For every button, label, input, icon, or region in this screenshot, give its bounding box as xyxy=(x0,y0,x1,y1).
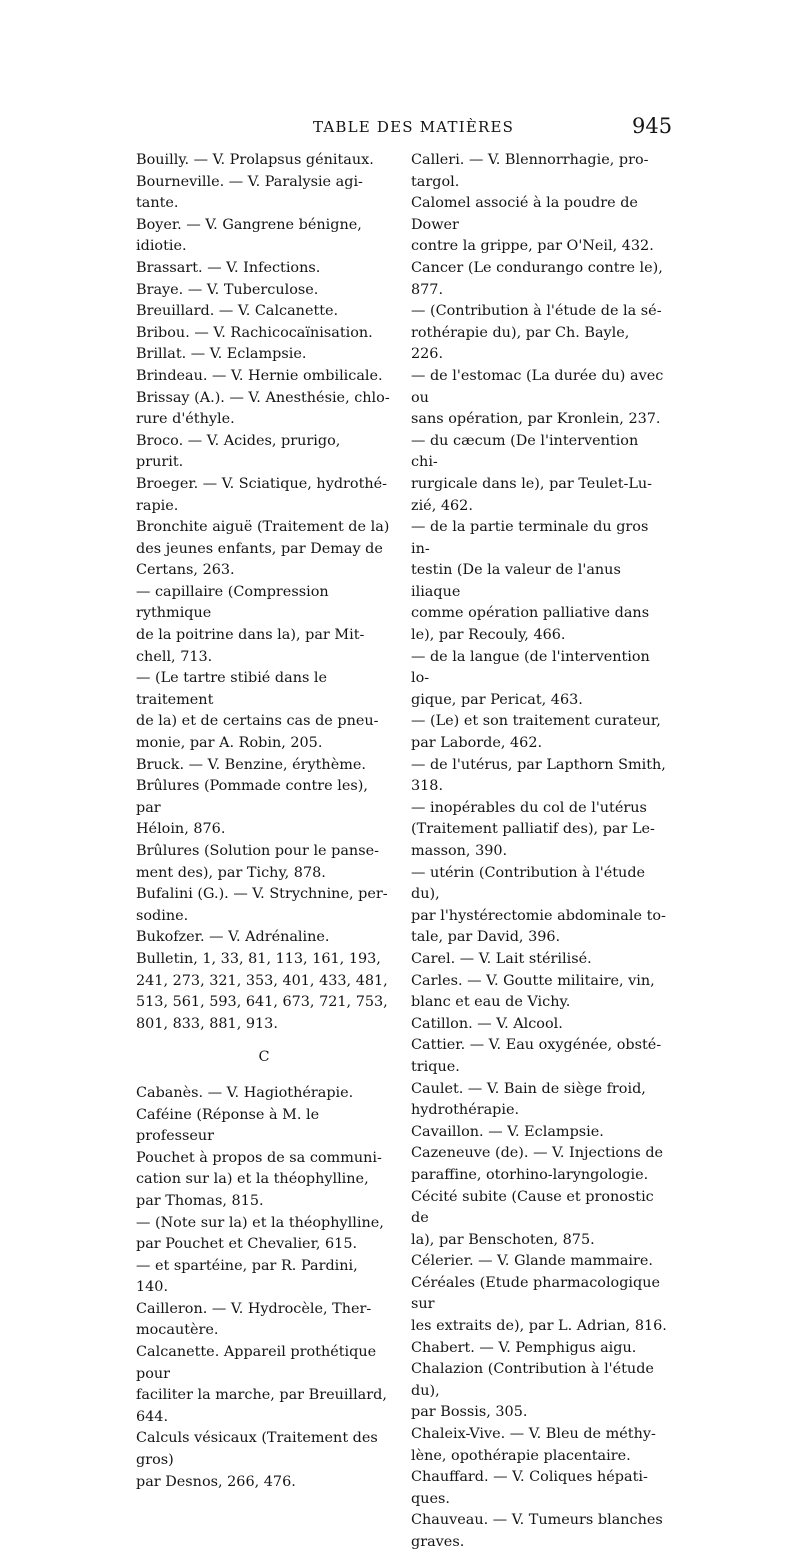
index-line: tale, par David, 396. xyxy=(411,929,561,946)
index-line: Brillat. — V. Eclampsie. xyxy=(136,346,307,363)
index-line: des jeunes enfants, par Demay de xyxy=(136,540,383,557)
index-line: gique, par Pericat, 463. xyxy=(411,691,583,708)
index-line: Broeger. — V. Sciatique, hydrothé- xyxy=(136,475,388,492)
index-line: — (Le) et son traitement curateur, xyxy=(411,713,661,730)
index-line: Chabert. — V. Pemphigus aigu. xyxy=(411,1339,637,1356)
index-line: par Thomas, 815. xyxy=(136,1192,264,1209)
index-line: Brissay (A.). — V. Anesthésie, chlo- xyxy=(136,389,390,406)
index-line: par Pouchet et Chevalier, 615. xyxy=(136,1236,358,1253)
index-line: Bufalini (G.). — V. Strychnine, per- xyxy=(136,886,388,903)
index-line: Célerier. — V. Glande mammaire. xyxy=(411,1253,653,1270)
index-line: Certans, 263. xyxy=(136,562,235,579)
index-entries-c-continued xyxy=(411,150,667,1554)
index-line: 226. xyxy=(411,346,444,363)
index-line: de la) et de certains cas de pneu- xyxy=(136,713,379,730)
index-line: chell, 713. xyxy=(136,648,213,665)
page-number: 945 xyxy=(632,114,673,138)
index-line: 644. xyxy=(136,1408,169,1425)
index-line: Cazeneuve (de). — V. Injections de xyxy=(411,1145,664,1162)
index-line: Cabanès. — V. Hagiothérapie. xyxy=(136,1084,354,1101)
index-line: 801, 833, 881, 913. xyxy=(136,1015,278,1032)
index-line: Carles. — V. Goutte militaire, vin, xyxy=(411,972,655,989)
index-line: contre la grippe, par O'Neil, 432. xyxy=(411,238,654,255)
index-line: Calculs vésicaux (Traitement des gros) xyxy=(136,1430,378,1469)
index-line: lène, opothérapie placentaire. xyxy=(411,1447,631,1464)
index-line: par Bossis, 305. xyxy=(411,1404,528,1421)
index-line: rurgicale dans le), par Teulet-Lu- xyxy=(411,475,653,492)
index-line: Cattier. — V. Eau oxygénée, obsté- xyxy=(411,1037,662,1054)
index-line: sans opération, par Kronlein, 237. xyxy=(411,411,661,428)
index-line: Catillon. — V. Alcool. xyxy=(411,1015,563,1032)
index-line: — et spartéine, par R. Pardini, 140. xyxy=(136,1257,358,1296)
index-line: monie, par A. Robin, 205. xyxy=(136,735,323,752)
index-line: Bourneville. — V. Paralysie agi- xyxy=(136,173,363,190)
index-line: hydrothérapie. xyxy=(411,1102,520,1119)
index-line: cation sur la) et la théophylline, xyxy=(136,1171,369,1188)
index-line: — capillaire (Compression rythmique xyxy=(136,583,329,622)
index-line: testin (De la valeur de l'anus iliaque xyxy=(411,562,621,600)
left-column xyxy=(136,150,392,1493)
index-line: Cancer (Le condurango contre le), xyxy=(411,259,663,276)
index-line: 318. xyxy=(411,778,444,795)
index-line: Chaleix-Vive. — V. Bleu de méthy- xyxy=(411,1426,656,1443)
index-line: paraffine, otorhino-laryngologie. xyxy=(411,1166,649,1183)
index-line: idiotie. xyxy=(136,238,187,255)
index-line: Bulletin, 1, 33, 81, 113, 161, 193, xyxy=(136,950,381,967)
index-line: Brindeau. — V. Hernie ombilicale. xyxy=(136,367,383,384)
index-line: mocautère. xyxy=(136,1322,219,1339)
index-line: Bronchite aiguë (Traitement de la) xyxy=(136,519,390,536)
index-line: — (Note sur la) et la théophylline, xyxy=(136,1214,384,1231)
index-line: Calcanette. Appareil prothétique pour xyxy=(136,1344,377,1382)
index-line: — de l'estomac (La durée du) avec ou xyxy=(411,367,664,406)
index-line: les extraits de), par L. Adrian, 816. xyxy=(411,1318,667,1335)
index-line: par Desnos, 266, 476. xyxy=(136,1473,296,1490)
index-line: Cailleron. — V. Hydrocèle, Ther- xyxy=(136,1300,372,1317)
index-line: — de la partie terminale du gros in- xyxy=(411,519,649,557)
index-line: Chalazion (Contribution à l'étude du), xyxy=(411,1361,654,1399)
index-line: Brûlures (Pommade contre les), par xyxy=(136,778,368,816)
running-title: TABLE DES MATIÈRES xyxy=(313,118,515,136)
index-line: Caulet. — V. Bain de siège froid, xyxy=(411,1080,646,1097)
index-line: Brassart. — V. Infections. xyxy=(136,259,321,276)
index-line: le), par Recouly, 466. xyxy=(411,627,566,644)
index-line: — utérin (Contribution à l'étude du), xyxy=(411,864,646,903)
index-line: Cavaillon. — V. Eclampsie. xyxy=(411,1123,604,1140)
page-header xyxy=(0,114,800,144)
index-line: Caféine (Réponse à M. le professeur xyxy=(136,1106,320,1145)
index-line: Braye. — V. Tuberculose. xyxy=(136,281,319,298)
index-line: zié, 462. xyxy=(411,497,473,514)
index-line: rothérapie du), par Ch. Bayle, xyxy=(411,324,630,341)
index-line: ques. xyxy=(411,1490,450,1507)
index-line: graves. xyxy=(411,1534,465,1550)
index-line: targol. xyxy=(411,173,460,190)
index-line: Bukofzer. — V. Adrénaline. xyxy=(136,929,330,946)
index-line: Bouilly. — V. Prolapsus génitaux. xyxy=(136,152,374,168)
index-line: la), par Benschoten, 875. xyxy=(411,1231,595,1248)
index-line: comme opération palliative dans xyxy=(411,605,650,622)
index-line: Calomel associé à la poudre de Dower xyxy=(411,195,638,233)
index-line: Pouchet à propos de sa communi- xyxy=(136,1149,382,1166)
index-line: (Traitement palliatif des), par Le- xyxy=(411,821,655,838)
index-line: Héloin, 876. xyxy=(136,821,226,838)
index-line: — de la langue (de l'intervention lo- xyxy=(411,648,650,687)
index-line: ment des), par Tichy, 878. xyxy=(136,864,326,881)
index-line: Breuillard. — V. Calcanette. xyxy=(136,303,339,320)
index-line: Bruck. — V. Benzine, érythème. xyxy=(136,756,366,773)
index-entries-b xyxy=(136,150,392,1035)
index-line: 513, 561, 593, 641, 673, 721, 753, xyxy=(136,994,388,1011)
index-line: de la poitrine dans la), par Mit- xyxy=(136,627,365,644)
index-line: Carel. — V. Lait stérilisé. xyxy=(411,950,592,967)
index-line: blanc et eau de Vichy. xyxy=(411,994,571,1011)
index-line: — (Contribution à l'étude de la sé- xyxy=(411,303,662,320)
index-line: par l'hystérectomie abdominale to- xyxy=(411,907,666,924)
index-line: Broco. — V. Acides, prurigo, prurit. xyxy=(136,432,341,471)
right-column xyxy=(411,150,667,1554)
index-line: rapie. xyxy=(136,497,179,514)
index-line: 241, 273, 321, 353, 401, 433, 481, xyxy=(136,972,388,989)
index-line: — inopérables du col de l'utérus xyxy=(411,799,647,816)
index-line: par Laborde, 462. xyxy=(411,735,543,752)
index-line: Chauveau. — V. Tumeurs blanches xyxy=(411,1512,663,1529)
index-line: Céréales (Etude pharmacologique sur xyxy=(411,1274,661,1313)
index-line: Bribou. — V. Rachicocaïnisation. xyxy=(136,324,373,341)
index-line: rure d'éthyle. xyxy=(136,411,235,428)
index-line: — (Le tartre stibié dans le traitement xyxy=(136,670,328,708)
index-line: faciliter la marche, par Breuillard, xyxy=(136,1387,387,1404)
index-line: Cécité subite (Cause et pronostic de xyxy=(411,1188,654,1227)
index-line: masson, 390. xyxy=(411,843,508,859)
index-line: Brûlures (Solution pour le panse- xyxy=(136,843,379,859)
index-line: Chauffard. — V. Coliques hépati- xyxy=(411,1469,648,1486)
index-line: trique. xyxy=(411,1058,460,1075)
index-line: sodine. xyxy=(136,907,189,924)
index-line: — de l'utérus, par Lapthorn Smith, xyxy=(411,756,666,773)
index-line: 877. xyxy=(411,281,444,298)
index-line: Calleri. — V. Blennorrhagie, pro- xyxy=(411,152,649,168)
index-entries-c xyxy=(136,1083,392,1493)
index-line: Boyer. — V. Gangrene bénigne, xyxy=(136,216,362,233)
section-letter: C xyxy=(258,1049,270,1066)
index-line: tante. xyxy=(136,195,179,212)
index-line: — du cæcum (De l'intervention chi- xyxy=(411,432,639,471)
